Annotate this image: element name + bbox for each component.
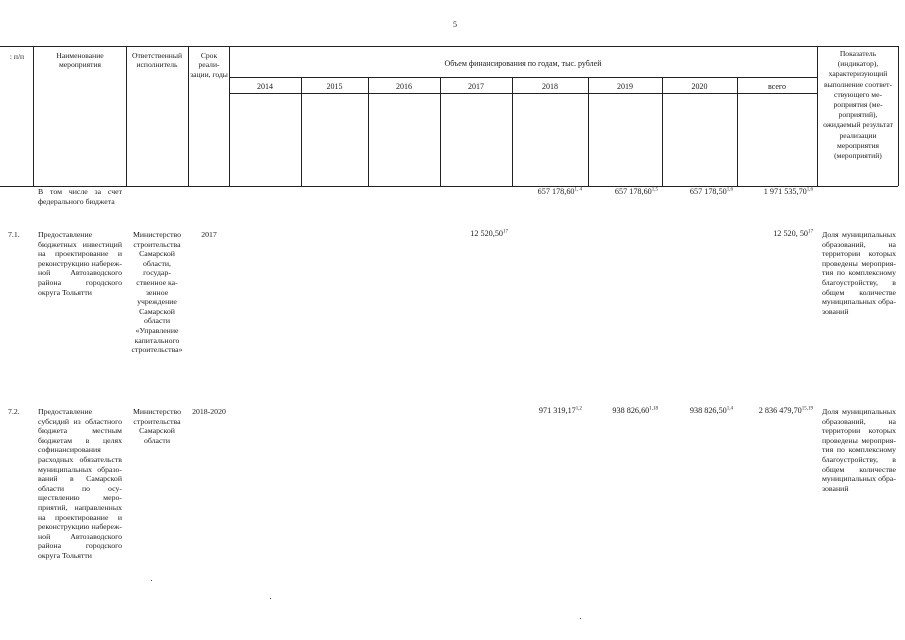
federal-2018: 657 178,60$^{1, 4}$: [537, 187, 582, 196]
federal-label: В том числе за счет федерального бюджета: [38, 187, 122, 206]
row-7-2-indicator: Доля муниципальных образований, на территории которых проведены мероприятия по комплексному благоустройству, в общем количестве муниципальных образований: [822, 407, 896, 493]
year-2018: 2018: [542, 82, 558, 91]
header-name: Наименование мероприятия: [56, 51, 104, 70]
row-7-2-num: 7.2.: [8, 407, 20, 416]
header-executor: Ответственный исполнитель: [131, 51, 183, 70]
year-2019: 2019: [617, 82, 633, 91]
scan-speck: [151, 580, 152, 581]
year-total: всего: [767, 82, 786, 91]
header-indicator: Показатель (индикатор), характеризующий выполнение соответствующего мероприятия (мероприятий), ожидаемый результат реализации мероприятия (мероприятий): [823, 49, 893, 161]
year-2014: 2014: [257, 82, 273, 91]
row-7-2-2019: 938 826,60$^{1,18}$: [612, 406, 658, 415]
row-7-1-2017: 12 520,50$^{17}$: [470, 229, 508, 238]
row-7-1-executor: Министерство строительства Самарской области, государственное казенное учреждение Самарской области «Управление капитального строительства»: [131, 230, 183, 355]
scan-speck: [270, 598, 271, 599]
row-7-2-2020: 938 826,50$^{1,4}$: [689, 406, 733, 415]
row-7-2-total: 2 836 479,70$^{15,19}$: [758, 406, 813, 415]
row-7-2-term: 2018-2020: [192, 407, 226, 416]
year-2016: 2016: [396, 82, 412, 91]
row-7-1-indicator: Доля муниципальных образований, на территории которых проведены мероприятия по комплексному благоустройству, в общем количестве муниципальных образований: [822, 230, 896, 316]
year-2015: 2015: [326, 82, 343, 91]
row-7-2-executor: Министерство строительства Самарской области: [132, 407, 182, 445]
row-7-2-name: Предоставление субсидий из областного бюджета местным бюджетам в целях софинансирования расходных обязательств муниципальных образований в Самарской области по осуществлению мероприятий, направленных на проектирование и реконструкцию набережной Автозаводского района городского округа Тольятти: [38, 407, 122, 560]
row-7-1-term: 2017: [201, 230, 217, 239]
federal-2020: 657 178,50$^{1,6}$: [689, 187, 733, 196]
row-7-1-total: 12 520, $50^{17}$: [773, 229, 813, 238]
federal-total: 1 971 535,70$^{1,6}$: [763, 187, 813, 196]
header-term: Срок реализации, годы: [190, 51, 228, 79]
header-funding: Объем финансирования по годам, тыс. рублей: [444, 59, 602, 68]
header-num: : п/п: [9, 52, 25, 61]
year-2020: 2020: [691, 82, 708, 91]
year-2017: 2017: [468, 82, 484, 91]
federal-2019: 657 178,60$^{1,5}$: [614, 187, 658, 196]
page-number: 5: [453, 20, 457, 29]
scan-speck: [580, 618, 581, 619]
row-7-1-num: 7.1.: [8, 230, 20, 239]
row-7-2-2018: 971 319,17$^{1,2}$: [538, 406, 582, 415]
row-7-1-name: Предоставление бюджетных инвестиций на проектирование и реконструкцию набережной Автозаводского района городского округа Тольятти: [38, 230, 122, 297]
